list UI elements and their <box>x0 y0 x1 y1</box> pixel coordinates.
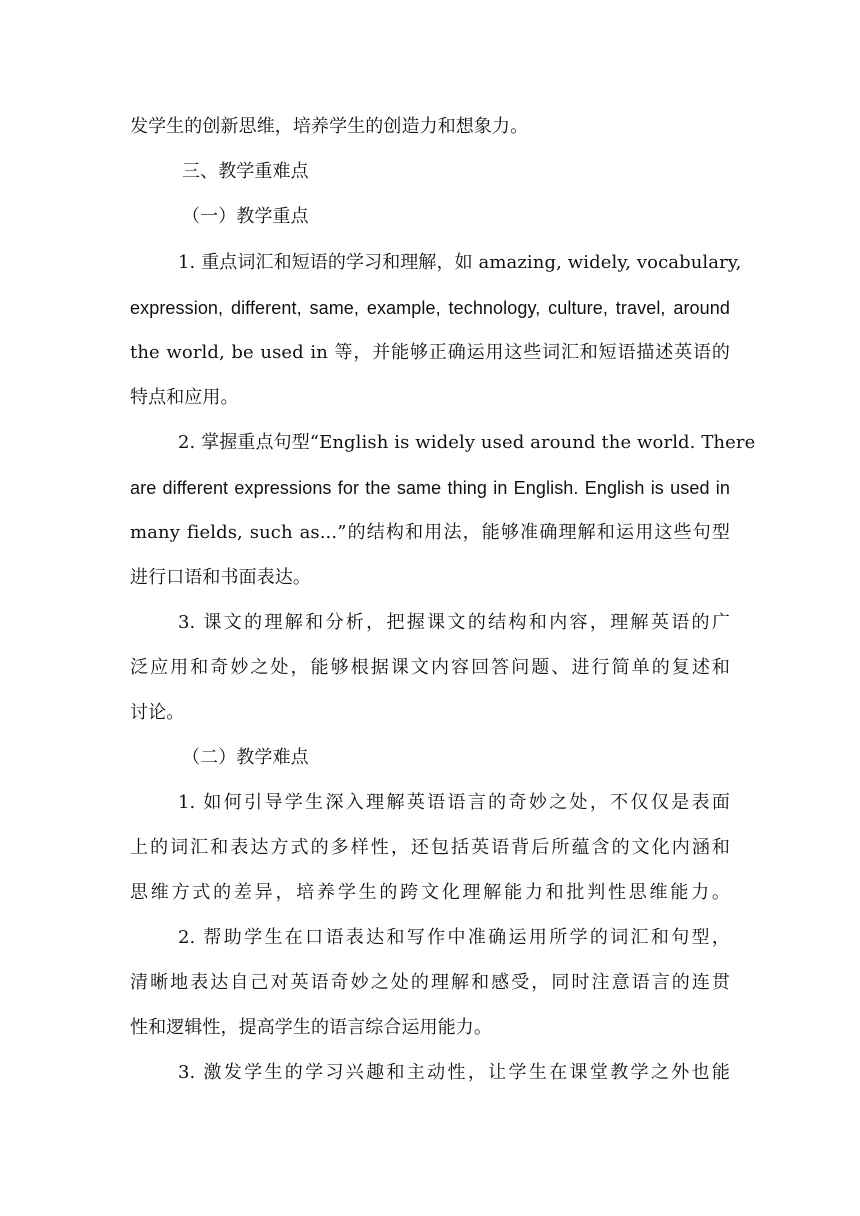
text-line: 3. 课文的理解和分析，把握课文的结构和内容，理解英语的广 <box>178 612 730 633</box>
text-line: are different expressions for the same thing in English. English is used in <box>130 478 730 498</box>
text-line: 2. 掌握重点句型“English is widely used around the world. There <box>178 432 756 453</box>
subsection-heading: （二）教学难点 <box>182 747 309 768</box>
text-line: expression, different, same, example, technology, culture, travel, around <box>130 298 730 318</box>
text-line: 发学生的创新思维，培养学生的创造力和想象力。 <box>130 116 529 137</box>
section-heading: 三、教学重难点 <box>182 161 309 182</box>
text-line: 思维方式的差异，培养学生的跨文化理解能力和批判性思维能力。 <box>130 882 730 903</box>
text-line: 1. 重点词汇和短语的学习和理解，如 amazing, widely, vocabulary, <box>178 252 742 273</box>
text-line: 1. 如何引导学生深入理解英语语言的奇妙之处，不仅仅是表面 <box>178 792 730 813</box>
text-line: 2. 帮助学生在口语表达和写作中准确运用所学的词汇和句型， <box>178 927 730 948</box>
text-line: 进行口语和书面表达。 <box>130 567 311 588</box>
text-line: the world, be used in 等，并能够正确运用这些词汇和短语描述英语的 <box>130 342 730 363</box>
text-line: 特点和应用。 <box>130 387 239 408</box>
text-line: 性和逻辑性，提高学生的语言综合运用能力。 <box>130 1017 492 1038</box>
text-line: 讨论。 <box>130 702 185 723</box>
text-line: many fields, such as...”的结构和用法，能够准确理解和运用这些句型 <box>130 522 730 543</box>
text-line: 清晰地表达自己对英语奇妙之处的理解和感受，同时注意语言的连贯 <box>130 972 730 993</box>
text-line: 泛应用和奇妙之处，能够根据课文内容回答问题、进行简单的复述和 <box>130 657 730 678</box>
subsection-heading: （一）教学重点 <box>182 206 309 227</box>
text-line: 3. 激发学生的学习兴趣和主动性，让学生在课堂教学之外也能 <box>178 1062 730 1083</box>
text-line: 上的词汇和表达方式的多样性，还包括英语背后所蕴含的文化内涵和 <box>130 837 730 858</box>
